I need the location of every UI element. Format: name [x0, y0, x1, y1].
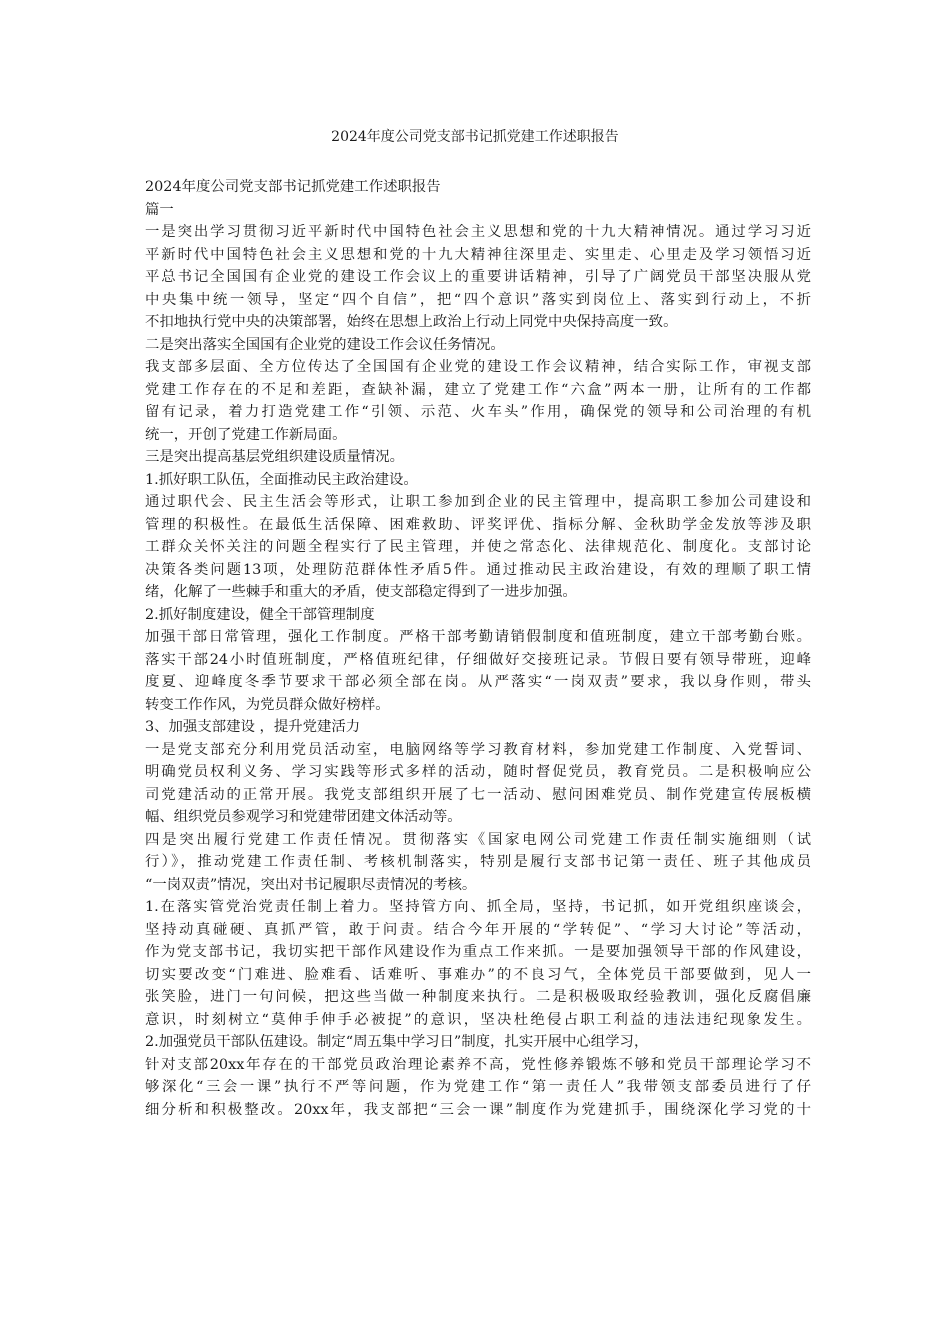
text-line: 平总书记全国国有企业党的建设工作会议上的重要讲话精神，引导了广阔党员干部坚决服从党: [145, 269, 811, 285]
text-line: 切实要改变“门难进、脸难看、话难听、事难办”的不良习气，全体党员干部要做到，见人一: [145, 966, 811, 983]
text-line: 不扣地执行党中央的决策部署，始终在思想上政治上行动上同党中央保持高度一致。: [145, 314, 678, 330]
text-line: 行）》，推动党建工作责任制、考核机制落实，特别是履行支部书记第一责任、班子其他成员: [145, 854, 811, 870]
text-line: 幅、组织党员参观学习和党建带团建文体活动等。: [145, 809, 462, 825]
document-body: [145, 176, 811, 1121]
text-line: 绪，化解了一些棘手和重大的矛盾，使支部稳定得到了一进步加强。: [145, 584, 577, 600]
text-line: “一岗双责”情况，突出对书记履职尽责情况的考核。: [145, 876, 477, 893]
text-line: 司党建活动的正常开展。我党支部组织开展了七一活动、慰问困难党员、制作党建宣传展板横: [145, 786, 811, 803]
text-line: 一是党支部充分利用党员活动室，电脑网络等学习教育材料，参加党建工作制度、入党誓词、: [145, 741, 811, 758]
text-line: 作为党支部书记，我切实把干部作风建设作为重点工作来抓。一是要加强领导干部的作风建设，: [145, 944, 811, 960]
text-line: 2.加强党员干部队伍建设。制定“周五集中学习日”制度，扎实开展中心组学习，: [145, 1034, 649, 1050]
text-line: 管理的积极性。在最低生活保障、困难救助、评奖评优、指标分解、金秋助学金发放等涉及职: [145, 516, 811, 533]
text-line: 党建工作存在的不足和差距，查缺补漏，建立了党建工作“六盒”两本一册，让所有的工作都: [145, 381, 811, 398]
text-line: 决策各类问题13项，处理防范群体性矛盾5件。通过推动民主政治建设，有效的理顺了职工情: [145, 561, 811, 578]
text-line: 我支部多层面、全方位传达了全国国有企业党的建设工作会议精神，结合实际工作，审视支部: [145, 359, 811, 375]
text-line: 1.抓好职工队伍，全面推动民主政治建设。: [145, 471, 418, 488]
text-line: 平新时代中国特色社会主义思想和党的十九大精神往深里走、实里走、心里走及学习领悟习近: [145, 246, 811, 263]
page-title: 2024年度公司党支部书记抓党建工作述职报告: [331, 129, 619, 145]
text-line: 工群众关怀关注的问题全程实行了民主管理，并使之常态化、法律规范化、制度化。支部讨论: [145, 539, 811, 555]
text-line: 明确党员权利义务、学习实践等形式多样的活动，随时督促党员，教育党员。二是积极响应公: [145, 764, 811, 780]
text-line: 张笑脸，进门一句问候，把这些当做一种制度来执行。二是积极吸取经验教训，强化反腐倡廉: [145, 989, 811, 1005]
text-line: 够深化“三会一课”执行不严等问题，作为党建工作“第一责任人”我带领支部委员进行了仔: [145, 1079, 811, 1095]
text-line: 四是突出履行党建工作责任情况。贯彻落实《国家电网公司党建工作责任制实施细则（试: [145, 831, 811, 848]
text-line: 加强干部日常管理，强化工作制度。严格干部考勤请销假制度和值班制度，建立干部考勤台账。: [145, 629, 811, 645]
text-line: 转变工作作风，为党员群众做好榜样。: [145, 696, 390, 713]
text-line: 细分析和积极整改。20xx年，我支部把“三会一课”制度作为党建抓手，围绕深化学习党的十: [145, 1101, 811, 1118]
text-line: 度夏、迎峰度冬季节要求干部必须全部在岗。从严落实“一岗双责”要求，我以身作则，带头: [145, 674, 811, 690]
text-line: 2.抓好制度建设，健全干部管理制度: [145, 606, 375, 623]
text-line: 三是突出提高基层党组织建设质量情况。: [145, 449, 405, 465]
text-line: 意识，时刻树立“莫伸手伸手必被捉”的意识，坚决杜绝侵占职工利益的违法违纪现象发生。: [145, 1011, 811, 1028]
text-line: 通过职代会、民主生活会等形式，让职工参加到企业的民主管理中，提高职工参加公司建设和: [145, 494, 811, 510]
text-line: 针对支部20xx年存在的干部党员政治理论素养不高，党性修养锻炼不够和党员干部理论学习不: [145, 1056, 811, 1073]
text-line: 统一，开创了党建工作新局面。: [145, 426, 347, 443]
text-line: 坚持动真碰硬、真抓严管，敢于问责。结合今年开展的“学转促”、“学习大讨论”等活动，: [145, 921, 811, 938]
text-line: 1.在落实管党治党责任制上着力。坚持管方向、抓全局，坚持，书记抓，如开党组织座谈会，: [145, 899, 811, 915]
text-line: 一是突出学习贯彻习近平新时代中国特色社会主义思想和党的十九大精神情况。通过学习习近: [145, 224, 811, 240]
text-line: 落实干部24小时值班制度，严格值班纪律，仔细做好交接班记录。节假日要有领导带班，迎峰: [145, 651, 811, 668]
text-line: 3、加强支部建设 ，提升党建活力: [145, 719, 361, 735]
text-line: 留有记录，着力打造党建工作“引领、示范、火车头”作用，确保党的领导和公司治理的有机: [145, 404, 811, 420]
text-line: 2024年度公司党支部书记抓党建工作述职报告: [145, 179, 441, 195]
text-line: 篇一: [145, 201, 174, 218]
text-line: 二是突出落实全国国有企业党的建设工作会议任务情况。: [145, 336, 505, 353]
text-line: 中央集中统一领导，坚定“四个自信”，把“四个意识”落实到岗位上、落实到行动上，不折: [145, 291, 811, 308]
